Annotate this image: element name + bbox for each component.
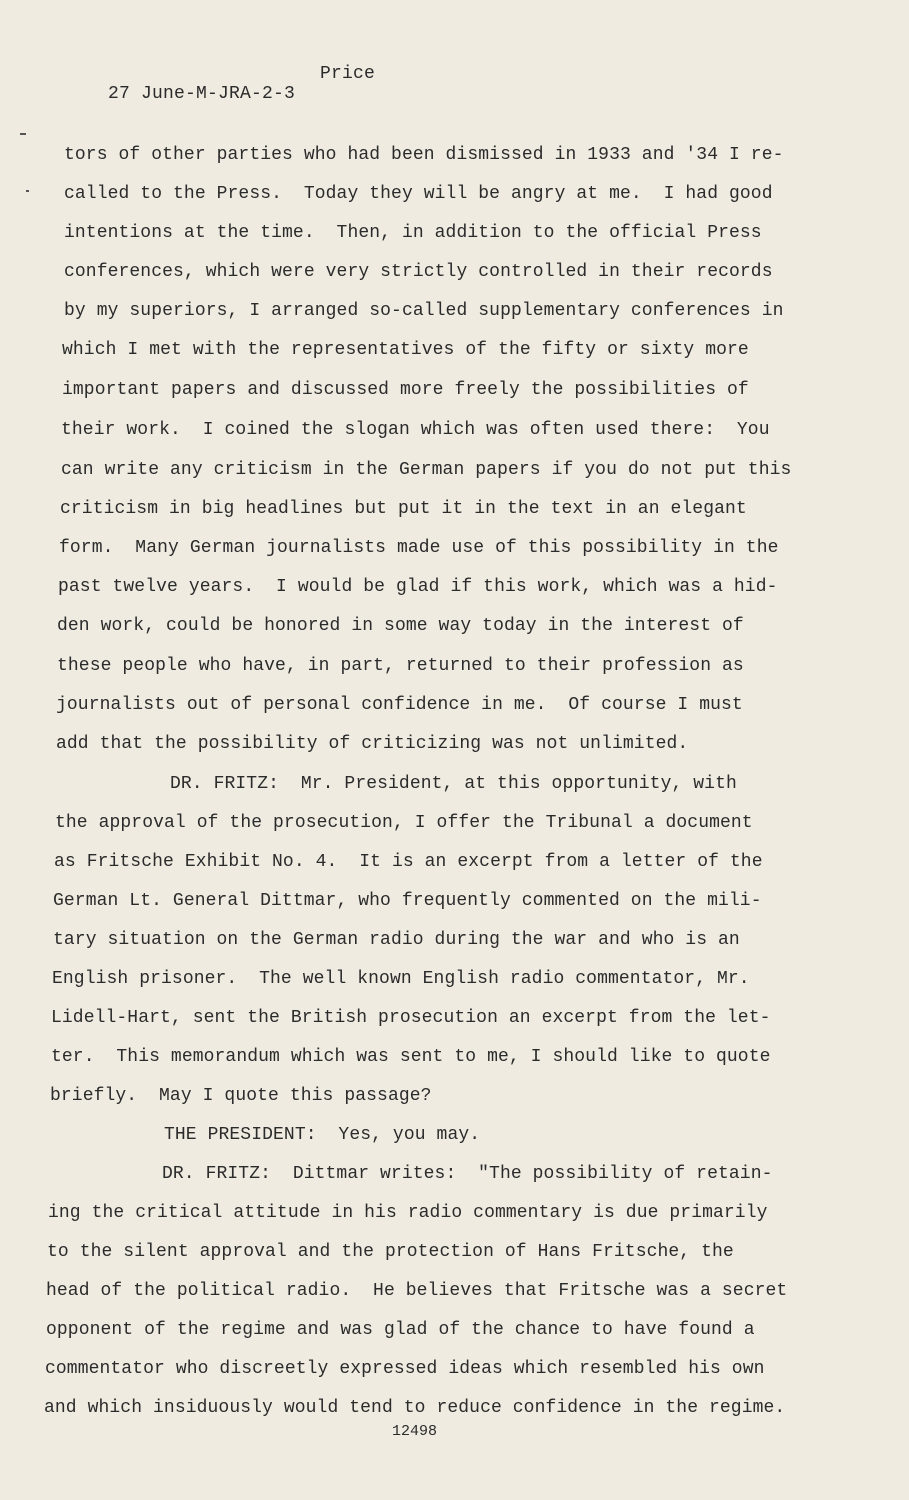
text-line: form. Many German journalists made use of this possibility in the <box>59 538 779 558</box>
text-line: their work. I coined the slogan which was often used there: You <box>61 420 770 440</box>
text-line: conferences, which were very strictly controlled in their records <box>64 262 773 282</box>
text-line: opponent of the regime and was glad of the chance to have found a <box>46 1320 755 1340</box>
text-line: can write any criticism in the German papers if you do not put this <box>61 460 792 480</box>
text-line: tary situation on the German radio during the war and who is an <box>53 930 740 950</box>
text-line: called to the Press. Today they will be angry at me. I had good <box>64 184 773 204</box>
text-line: by my superiors, I arranged so-called supplementary conferences in <box>64 301 784 321</box>
text-line: tors of other parties who had been dismissed in 1933 and '34 I re- <box>64 145 784 165</box>
text-line: the approval of the prosecution, I offer the Tribunal a document <box>55 813 753 833</box>
text-line: criticism in big headlines but put it in the text in an elegant <box>60 499 747 519</box>
speaker-line: DR. FRITZ: Mr. President, at this opportunity, with <box>170 774 737 794</box>
text-line: add that the possibility of criticizing was not unlimited. <box>56 734 689 754</box>
text-line: head of the political radio. He believes that Fritsche was a secret <box>46 1281 788 1301</box>
text-line: which I met with the representatives of the fifty or sixty more <box>62 340 749 360</box>
margin-mark <box>20 133 26 135</box>
speaker-line: DR. FRITZ: Dittmar writes: "The possibility of retain- <box>162 1164 773 1184</box>
margin-mark <box>26 190 29 192</box>
text-line: to the silent approval and the protection of Hans Fritsche, the <box>47 1242 734 1262</box>
text-line: English prisoner. The well known English radio commentator, Mr. <box>52 969 750 989</box>
header-reference: 27 June-M-JRA-2-3 <box>108 84 296 104</box>
text-line: and which insiduously would tend to reduce confidence in the regime. <box>44 1398 786 1418</box>
text-line: Lidell-Hart, sent the British prosecution an excerpt from the let- <box>51 1008 771 1028</box>
text-line: past twelve years. I would be glad if this work, which was a hid- <box>58 577 778 597</box>
text-line: commentator who discreetly expressed ideas which resembled his own <box>45 1359 765 1379</box>
speaker-line: THE PRESIDENT: Yes, you may. <box>164 1125 481 1145</box>
text-line: these people who have, in part, returned to their profession as <box>57 656 744 676</box>
text-line: intentions at the time. Then, in addition to the official Press <box>64 223 762 243</box>
text-line: ter. This memorandum which was sent to me, I should like to quote <box>51 1047 771 1067</box>
page-header <box>64 64 376 144</box>
text-line: ing the critical attitude in his radio commentary is due primarily <box>48 1203 768 1223</box>
text-line: as Fritsche Exhibit No. 4. It is an excerpt from a letter of the <box>54 852 763 872</box>
page-number: 12498 <box>392 1423 438 1440</box>
text-line: briefly. May I quote this passage? <box>50 1086 432 1106</box>
header-reporter: Price <box>320 64 376 84</box>
text-line: German Lt. General Dittmar, who frequently commented on the mili- <box>53 891 762 911</box>
text-line: journalists out of personal confidence in me. Of course I must <box>56 695 743 715</box>
text-line: den work, could be honored in some way today in the interest of <box>57 616 744 636</box>
text-line: important papers and discussed more freely the possibilities of <box>62 380 749 400</box>
